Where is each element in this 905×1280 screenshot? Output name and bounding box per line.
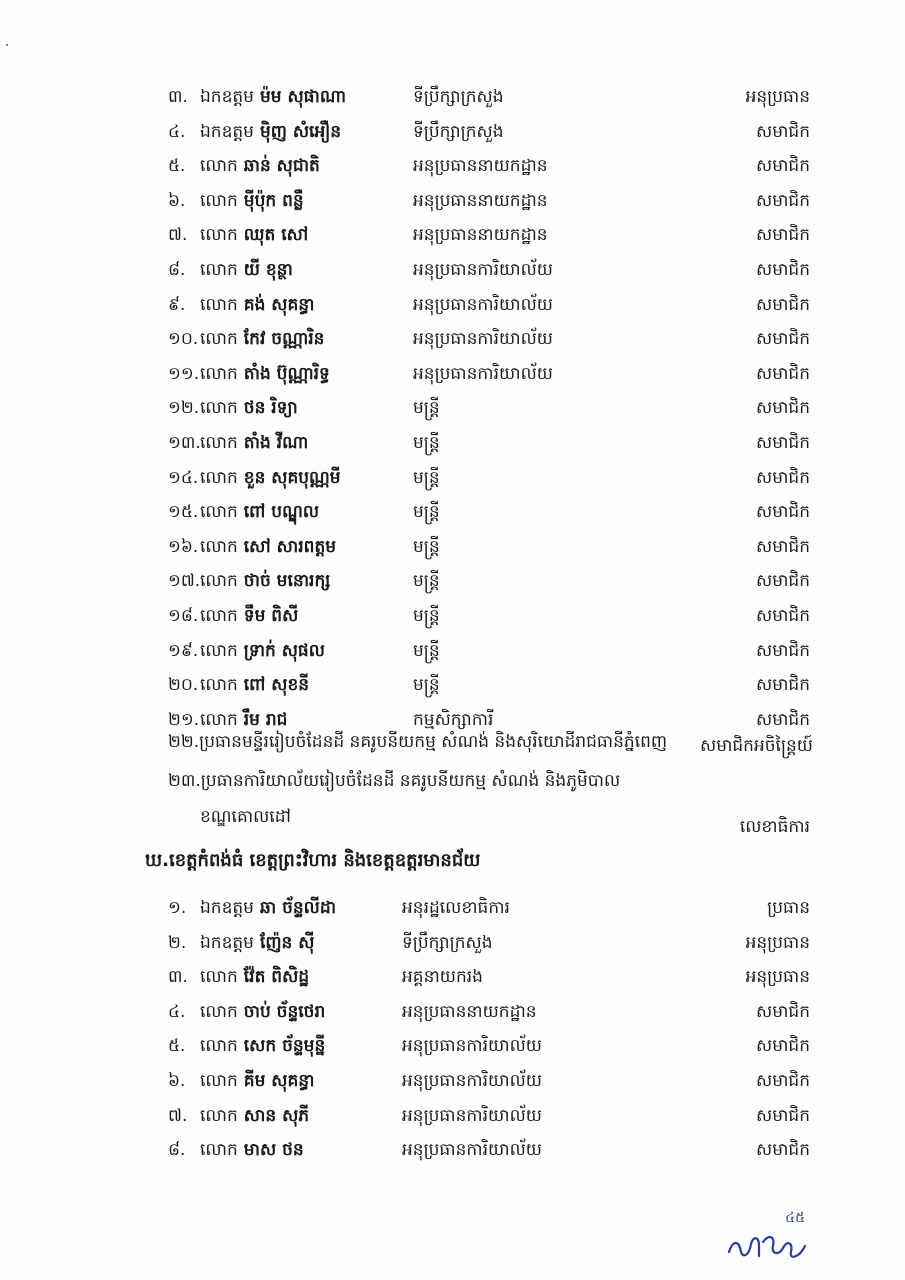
member-position: អនុប្រធានការិយាល័យ <box>402 1140 542 1161</box>
member-row <box>0 393 905 423</box>
member-role: សមាជិក <box>756 1140 810 1161</box>
member-position: អនុប្រធាននាយកដ្ឋាន <box>413 190 548 211</box>
member-position: អនុប្រធានការិយាល័យ <box>413 329 553 350</box>
member-position: មន្ត្រី <box>413 433 440 453</box>
member-name: គីម សុគន្ធា <box>243 1071 315 1091</box>
member-name: ទឹម ពិសី <box>243 606 299 626</box>
member-number: ២. <box>168 932 187 953</box>
member-title: លោក <box>200 571 238 592</box>
member-row-23-line1 <box>168 770 620 795</box>
member-title: លោក <box>200 1001 238 1022</box>
member-number: ៦. <box>168 190 186 211</box>
member-row <box>0 463 905 493</box>
member-row <box>0 893 905 923</box>
member-number: ១០. <box>168 329 199 350</box>
member-title: លោក <box>200 467 238 488</box>
member-role: សមាជិក <box>756 536 810 557</box>
member-number: ១៨. <box>168 606 199 626</box>
member-position: មន្ត្រី <box>413 675 440 696</box>
member-number: ១៧. <box>168 571 201 592</box>
member-row <box>0 186 905 216</box>
member-title-and-name <box>200 1101 309 1131</box>
member-row <box>0 220 905 250</box>
member-title-and-name <box>200 1031 325 1061</box>
member-row <box>0 566 905 596</box>
member-role: សមាជិក <box>756 640 810 661</box>
member-name: ម៉ម សុផាណា <box>259 87 346 107</box>
member-name: គង់ សុគន្ធា <box>243 294 315 315</box>
member-title: ឯកឧត្តម <box>200 932 254 953</box>
member-row <box>0 290 905 320</box>
member-role: សមាជិក <box>756 190 810 211</box>
member-position: ទីប្រឹក្សាក្រសួង <box>402 932 493 953</box>
member-name: ចាប់ ច័ន្ទថេរា <box>243 1001 326 1022</box>
member-title: លោក <box>200 1071 238 1091</box>
member-row <box>0 997 905 1027</box>
member-title: លោក <box>200 363 238 384</box>
member-position: មន្ត្រី <box>413 502 440 523</box>
member-role: សមាជិក <box>756 260 810 280</box>
member-row <box>0 324 905 354</box>
member-title: លោក <box>200 260 238 280</box>
page-number: ៤៥ <box>785 1210 805 1226</box>
member-name: ខួន សុគបុណ្ណមី <box>243 467 341 488</box>
member-title: លោក <box>200 329 238 350</box>
member-position: អនុប្រធានការិយាល័យ <box>402 1105 542 1126</box>
member-name: សាន សុភី <box>243 1105 310 1126</box>
member-title-and-name <box>200 324 324 354</box>
member-position: អនុប្រធានការិយាល័យ <box>413 363 553 384</box>
member-title-and-name <box>200 962 309 992</box>
member-title-and-name <box>200 893 336 923</box>
member-number: ៨. <box>168 1140 186 1161</box>
member-role: អនុប្រធាន <box>745 932 810 953</box>
member-row-23-role-wrap <box>0 812 905 842</box>
member-name: សៅ សារពត្តម <box>243 536 337 557</box>
member-title: លោក <box>200 502 238 523</box>
member-title-and-name <box>200 428 308 458</box>
member-row <box>0 1031 905 1061</box>
member-title: ឯកឧត្តម <box>200 898 254 918</box>
member-title-and-name <box>200 186 304 216</box>
member-name: ពៅ សុខនី <box>243 675 310 696</box>
member-title: លោក <box>200 606 238 626</box>
member-name: ម៉ីប៉ុក ពន្លឺ <box>243 190 304 211</box>
member-row-22-role-wrap <box>0 731 905 761</box>
member-row <box>0 117 905 147</box>
member-number: ១៦. <box>168 536 199 557</box>
member-22-text: ២២.ប្រធានមន្ទីររៀបចំដែនដី នគរូបនីយកម្ម សំណង់ និងសុរិយោដីរាជធានីភ្នំពេញ <box>168 732 668 752</box>
member-title: លោក <box>200 709 238 730</box>
member-position: អនុរដ្ឋលេខាធិការ <box>402 898 510 918</box>
member-role: សមាជិក <box>756 1036 810 1057</box>
member-position: អនុប្រធានការិយាល័យ <box>413 294 553 315</box>
member-role: សមាជិក <box>756 329 810 350</box>
member-position: ទីប្រឹក្សាក្រសួង <box>413 87 504 107</box>
member-title: លោក <box>200 640 238 661</box>
member-name: ពៅ បណ្ឌុល <box>243 502 320 523</box>
member-row <box>0 1101 905 1131</box>
member-role: សមាជិក <box>756 363 810 384</box>
member-row <box>0 962 905 992</box>
member-role: សមាជិក <box>756 467 810 488</box>
member-position: ទីប្រឹក្សាក្រសួង <box>413 121 504 142</box>
member-role: អនុប្រធាន <box>745 967 810 988</box>
member-role: សមាជិក <box>756 675 810 696</box>
member-title: លោក <box>200 967 238 988</box>
member-number: ៤. <box>168 1001 186 1022</box>
member-role: អនុប្រធាន <box>745 87 810 107</box>
member-title: ឯកឧត្តម <box>200 87 254 107</box>
member-title: លោក <box>200 675 238 696</box>
member-name: ម៉ិញ សំអឿន <box>259 121 342 142</box>
member-name: រឹម រាជ <box>243 709 288 730</box>
member-row <box>0 151 905 181</box>
member-title-and-name <box>200 82 346 112</box>
member-title-and-name <box>200 151 320 181</box>
member-number: ២១. <box>168 709 200 730</box>
member-row <box>0 428 905 458</box>
member-row <box>0 359 905 389</box>
member-number: ៣. <box>168 87 188 107</box>
member-position: អនុប្រធានការិយាល័យ <box>402 1036 542 1057</box>
member-name: តាំង ប៊ុណ្ណារិទ្ធ <box>243 363 330 384</box>
member-number: ១២. <box>168 398 200 419</box>
member-name: ឆាន់ សុជាតិ <box>243 156 320 177</box>
member-role: សមាជិក <box>756 294 810 315</box>
member-title: លោក <box>200 1140 238 1161</box>
member-number: ១៥. <box>168 502 199 523</box>
member-position: មន្ត្រី <box>413 640 440 661</box>
member-number: ៥. <box>168 156 186 177</box>
member-title-and-name <box>200 636 325 666</box>
member-name: ថាច់ មនោរក្ស <box>243 571 331 592</box>
member-title: លោក <box>200 190 238 211</box>
member-position: មន្ត្រី <box>413 571 440 592</box>
member-row <box>0 497 905 527</box>
member-number: ១. <box>168 898 187 918</box>
member-row <box>0 532 905 562</box>
member-name: ទ្រាក់ សុផល <box>243 640 325 661</box>
member-row <box>0 601 905 631</box>
member-name: ឈុត សៅ <box>243 225 309 246</box>
member-title: លោក <box>200 156 238 177</box>
member-title-and-name <box>200 566 330 596</box>
member-title: ឯកឧត្តម <box>200 121 254 142</box>
member-number: ១៤. <box>168 467 199 488</box>
member-position: មន្ត្រី <box>413 536 440 557</box>
member-23-role: លេខាធិការ <box>739 817 810 837</box>
member-title-and-name <box>200 1066 314 1096</box>
member-name: មាស ថន <box>243 1140 304 1161</box>
member-title-and-name <box>200 601 298 631</box>
member-row <box>0 255 905 285</box>
member-title-and-name <box>200 220 308 250</box>
member-name: ថន រិទ្យា <box>243 398 298 419</box>
member-title: លោក <box>200 1036 238 1057</box>
initials-signature <box>723 1222 813 1262</box>
section-heading: ឃ.ខេត្តកំពង់ធំ ខេត្តព្រះវិហារ និងខេត្តឧត្តរមានជ័យ <box>145 850 481 871</box>
member-role: សមាជិក <box>756 121 810 142</box>
member-role: សមាជិក <box>756 571 810 592</box>
member-title-and-name <box>200 497 319 527</box>
member-role: ប្រធាន <box>767 898 810 918</box>
member-number: ៨. <box>168 260 186 280</box>
member-23-line1: ២៣.ប្រធានការិយាល័យរៀបចំដែនដី នគរូបនីយកម្ម សំណង់ និងភូមិបាល <box>168 771 621 791</box>
member-title-and-name <box>200 290 314 320</box>
member-position: អនុប្រធាននាយកដ្ឋាន <box>413 225 548 246</box>
member-role: សមាជិក <box>756 156 810 177</box>
member-number: ១៣. <box>168 433 201 453</box>
member-name: តាំង វីណា <box>243 433 309 453</box>
member-role: សមាជិក <box>756 225 810 246</box>
member-role: សមាជិក <box>756 502 810 523</box>
scan-speck <box>6 44 8 46</box>
member-role: សមាជិក <box>756 606 810 626</box>
member-title-and-name <box>200 117 341 147</box>
member-position: មន្ត្រី <box>413 398 440 419</box>
member-title-and-name <box>200 393 298 423</box>
member-row <box>0 928 905 958</box>
member-position: មន្ត្រី <box>413 606 440 626</box>
member-name: ញ៉ែន ស៊ី <box>259 932 315 953</box>
member-position: អគ្គនាយករង <box>402 967 483 988</box>
member-number: ៣. <box>168 967 188 988</box>
member-title-and-name <box>200 255 293 285</box>
member-position: អនុប្រធានការិយាល័យ <box>413 260 553 280</box>
member-title: លោក <box>200 225 238 246</box>
member-row <box>0 670 905 700</box>
member-title: លោក <box>200 294 238 315</box>
member-title-and-name <box>200 359 330 389</box>
member-name: សេក ច័ន្ទមុន្នី <box>243 1036 326 1057</box>
member-title: លោក <box>200 433 238 453</box>
member-title-and-name <box>200 463 341 493</box>
member-role: សមាជិក <box>756 1105 810 1126</box>
member-name: ឆា ច័ន្ទលីដា <box>259 898 337 918</box>
member-position: មន្ត្រី <box>413 467 440 488</box>
member-role: សមាជិក <box>756 433 810 453</box>
member-name: យី ខុន្ថា <box>243 260 293 280</box>
member-number: ១១. <box>168 363 200 384</box>
member-title-and-name <box>200 670 309 700</box>
member-number: ៦. <box>168 1071 186 1091</box>
member-title-and-name <box>200 928 314 958</box>
member-number: ១៩. <box>168 640 199 661</box>
member-role: សមាជិក <box>756 1001 810 1022</box>
member-22-role: សមាជិកអចិន្ត្រៃយ៍ <box>700 736 813 756</box>
member-title-and-name <box>200 1135 304 1165</box>
member-row <box>0 1135 905 1165</box>
member-position: កម្មសិក្សាការី <box>413 709 494 730</box>
member-number: ២០. <box>168 675 199 696</box>
member-title-and-name <box>200 532 336 562</box>
member-title: លោក <box>200 398 238 419</box>
member-name: វ៉ែត ពិសិដ្ឋ <box>243 967 310 988</box>
member-title: លោក <box>200 1105 238 1126</box>
member-position: អនុប្រធានការិយាល័យ <box>402 1071 542 1091</box>
member-row <box>0 82 905 112</box>
member-row <box>0 636 905 666</box>
member-number: ៩. <box>168 294 186 315</box>
member-position: អនុប្រធាននាយកដ្ឋាន <box>413 156 548 177</box>
member-role: សមាជិក <box>756 709 810 730</box>
member-number: ៤. <box>168 121 186 142</box>
member-title: លោក <box>200 536 238 557</box>
member-number: ៧. <box>168 225 188 246</box>
member-number: ៥. <box>168 1036 186 1057</box>
member-23-line2: ខណ្ឌគោលដៅ <box>200 807 291 827</box>
member-role: សមាជិក <box>756 398 810 419</box>
member-role: សមាជិក <box>756 1071 810 1091</box>
member-title-and-name <box>200 997 325 1027</box>
member-number: ៧. <box>168 1105 188 1126</box>
member-position: អនុប្រធាននាយកដ្ឋាន <box>402 1001 537 1022</box>
member-name: កែវ ចណ្ណារិន <box>243 329 325 350</box>
member-row <box>0 1066 905 1096</box>
